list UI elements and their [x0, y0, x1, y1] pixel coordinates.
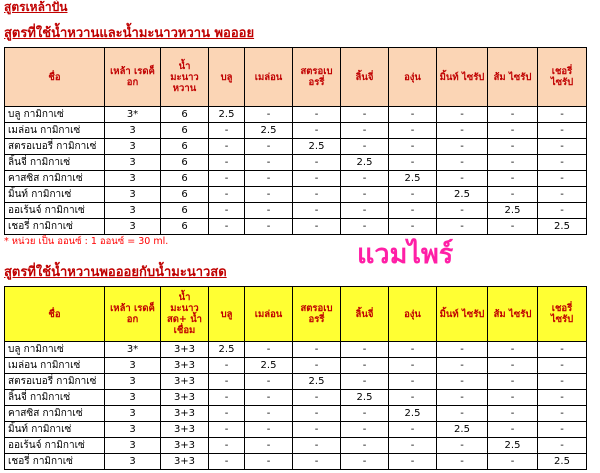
table-cell: - — [538, 155, 587, 171]
recipe-name-cell: สตรอเบอรี่ กามิกาเซ่ — [5, 139, 105, 155]
table2-header-row — [5, 287, 587, 342]
table-cell: - — [245, 390, 293, 406]
table2-header-cell: ส้ม ไซรัป — [488, 287, 538, 342]
recipe-table-2 — [4, 286, 587, 470]
table-cell: - — [293, 454, 341, 470]
table-cell: - — [538, 139, 587, 155]
table-cell: - — [538, 422, 587, 438]
table-row — [5, 358, 587, 374]
table-cell: - — [245, 422, 293, 438]
recipe-name-cell: คาสซิส กามิกาเซ่ — [5, 406, 105, 422]
recipe-name-cell: มิ้นท์ กามิกาเซ่ — [5, 422, 105, 438]
table-cell: 2.5 — [488, 203, 538, 219]
table-cell: - — [209, 390, 245, 406]
table-cell: - — [389, 422, 437, 438]
table-cell: 2.5 — [389, 171, 437, 187]
table-cell: - — [245, 107, 293, 123]
table-row — [5, 155, 587, 171]
table2-header-cell: ลิ้นจี่ — [341, 287, 389, 342]
table-cell: - — [488, 139, 538, 155]
table-cell: - — [488, 123, 538, 139]
table-cell: - — [389, 342, 437, 358]
table-cell: - — [245, 219, 293, 235]
table-cell: - — [245, 438, 293, 454]
table-cell: - — [389, 187, 437, 203]
table-cell: 6 — [161, 107, 209, 123]
table-cell: 6 — [161, 139, 209, 155]
table-cell: - — [245, 342, 293, 358]
table2-body — [5, 342, 587, 470]
table-cell: 2.5 — [245, 123, 293, 139]
table2-header-cell: บลู — [209, 287, 245, 342]
table-cell: - — [293, 171, 341, 187]
table-cell: 2.5 — [209, 107, 245, 123]
table-cell: - — [341, 107, 389, 123]
table-cell: - — [245, 171, 293, 187]
table-cell: - — [437, 390, 488, 406]
table-cell: - — [538, 438, 587, 454]
recipe-name-cell: ลิ้นจี่ กามิกาเซ่ — [5, 390, 105, 406]
table-row — [5, 406, 587, 422]
table-cell: - — [437, 219, 488, 235]
table-cell: 3 — [105, 123, 161, 139]
table1-body — [5, 107, 587, 235]
table-cell: - — [389, 438, 437, 454]
recipe-name-cell: มิ้นท์ กามิกาเซ่ — [5, 187, 105, 203]
table2-header-cell: ชื่อ — [5, 287, 105, 342]
footnote: * หน่วย เป็น ออนซ์ : 1 ออนซ์ = 30 ml. — [4, 236, 169, 247]
table1-header-cell: องุ่น — [389, 48, 437, 107]
table-cell: - — [389, 358, 437, 374]
table-cell: - — [488, 155, 538, 171]
table-cell: - — [209, 187, 245, 203]
table-cell: 3 — [105, 358, 161, 374]
table-cell: 3+3 — [161, 454, 209, 470]
table-cell: 3+3 — [161, 374, 209, 390]
table-cell: 6 — [161, 187, 209, 203]
table-cell: 3 — [105, 155, 161, 171]
table2-header-cell: เมล่อน — [245, 287, 293, 342]
table1-header-cell: เชอรี่ ไซรัป — [538, 48, 587, 107]
table-row — [5, 422, 587, 438]
table-row — [5, 438, 587, 454]
table-cell: - — [245, 155, 293, 171]
table-cell: - — [209, 358, 245, 374]
table-cell: 2.5 — [538, 454, 587, 470]
table-cell: - — [341, 438, 389, 454]
table-cell: 2.5 — [293, 139, 341, 155]
table-row — [5, 187, 587, 203]
table-cell: - — [209, 139, 245, 155]
table-cell: - — [437, 107, 488, 123]
table-cell: - — [389, 219, 437, 235]
table-cell: - — [488, 171, 538, 187]
table-cell: - — [209, 171, 245, 187]
table1-header-cell: บลู — [209, 48, 245, 107]
table-cell: - — [341, 203, 389, 219]
table-cell: - — [341, 374, 389, 390]
table-row — [5, 203, 587, 219]
table-cell: - — [293, 123, 341, 139]
table-cell: - — [488, 454, 538, 470]
recipe-name-cell: บลู กามิกาเซ่ — [5, 342, 105, 358]
table-cell: - — [293, 390, 341, 406]
table-cell: - — [341, 342, 389, 358]
table-cell: - — [437, 139, 488, 155]
table-cell: - — [538, 107, 587, 123]
table1-header-row — [5, 48, 587, 107]
table-cell: 3+3 — [161, 422, 209, 438]
table-cell: - — [293, 187, 341, 203]
table-cell: - — [293, 203, 341, 219]
table-cell: - — [209, 454, 245, 470]
table-cell: - — [437, 374, 488, 390]
table-cell: - — [538, 123, 587, 139]
table2-header-cell: น้ำ มะนาว สด+ น้ำเชื่อม — [161, 287, 209, 342]
table-cell: 3 — [105, 187, 161, 203]
table-cell: - — [437, 406, 488, 422]
table-cell: - — [209, 155, 245, 171]
recipe-name-cell: เมล่อน กามิกาเซ่ — [5, 358, 105, 374]
table-cell: - — [437, 438, 488, 454]
table-cell: - — [389, 374, 437, 390]
table1-header-cell: น้ำ มะนาว หวาน — [161, 48, 209, 107]
table-cell: - — [293, 342, 341, 358]
table1-header-cell: ลิ้นจี่ — [341, 48, 389, 107]
table-cell: - — [488, 107, 538, 123]
recipe-name-cell: คาสซิส กามิกาเซ่ — [5, 171, 105, 187]
table-cell: - — [389, 123, 437, 139]
table-cell: - — [293, 219, 341, 235]
table-cell: - — [341, 139, 389, 155]
table-cell: - — [341, 454, 389, 470]
table-row — [5, 390, 587, 406]
table-cell: 3+3 — [161, 342, 209, 358]
recipe-table-1 — [4, 47, 587, 235]
table-cell: - — [209, 123, 245, 139]
table-cell: - — [245, 139, 293, 155]
table-cell: - — [538, 358, 587, 374]
recipe-name-cell: ออเร้นจ์ กามิกาเซ่ — [5, 203, 105, 219]
table-row — [5, 342, 587, 358]
table-cell: - — [538, 187, 587, 203]
table-cell: - — [538, 374, 587, 390]
table-row — [5, 374, 587, 390]
table1-header-cell: สตรอเบ อรรี่ — [293, 48, 341, 107]
table-cell: 3 — [105, 438, 161, 454]
table-cell: 3* — [105, 107, 161, 123]
table-cell: 3 — [105, 203, 161, 219]
section2-title: สูตรที่ใช้น้ำหวานพอออยกับน้ำมะนาวสด — [4, 265, 227, 280]
table-cell: - — [538, 390, 587, 406]
table-cell: - — [437, 203, 488, 219]
table-cell: 2.5 — [538, 219, 587, 235]
table-cell: - — [389, 203, 437, 219]
section1-title: สูตรที่ใช้น้ำหวานและน้ำมะนาวหวาน พอออย — [4, 26, 255, 41]
table-cell: 3 — [105, 139, 161, 155]
table-cell: - — [293, 438, 341, 454]
recipe-name-cell: บลู กามิกาเซ่ — [5, 107, 105, 123]
recipe-name-cell: ลิ้นจี่ กามิกาเซ่ — [5, 155, 105, 171]
table-cell: 2.5 — [437, 187, 488, 203]
table-row — [5, 123, 587, 139]
table-cell: 2.5 — [293, 374, 341, 390]
table-cell: - — [293, 107, 341, 123]
table-row — [5, 107, 587, 123]
table-cell: 3 — [105, 422, 161, 438]
page-title: สูตรเหล้าปั่น — [4, 0, 68, 14]
table-cell: 2.5 — [245, 358, 293, 374]
table2-header-cell: องุ่น — [389, 287, 437, 342]
table-cell: - — [341, 187, 389, 203]
table-cell: - — [341, 123, 389, 139]
table-cell: - — [488, 422, 538, 438]
table-cell: 3 — [105, 390, 161, 406]
table-cell: - — [341, 422, 389, 438]
table-cell: - — [437, 358, 488, 374]
table-cell: - — [538, 406, 587, 422]
table-cell: - — [389, 390, 437, 406]
table-cell: 3+3 — [161, 438, 209, 454]
table-cell: 2.5 — [389, 406, 437, 422]
table-cell: 2.5 — [209, 342, 245, 358]
table-row — [5, 454, 587, 470]
table-cell: - — [389, 454, 437, 470]
table-cell: - — [437, 155, 488, 171]
table1-header-cell: ส้ม ไซรัป — [488, 48, 538, 107]
table-cell: - — [488, 342, 538, 358]
table-cell: - — [538, 342, 587, 358]
table1-header-cell: มิ้นท์ ไซรัป — [437, 48, 488, 107]
table-cell: 6 — [161, 203, 209, 219]
table-cell: - — [245, 454, 293, 470]
table-cell: - — [245, 187, 293, 203]
table-cell: 6 — [161, 123, 209, 139]
table-cell: - — [209, 203, 245, 219]
table-cell: - — [341, 406, 389, 422]
table-cell: 2.5 — [488, 438, 538, 454]
table-row — [5, 139, 587, 155]
recipe-name-cell: เชอรี่ กามิกาเซ่ — [5, 219, 105, 235]
table-cell: 2.5 — [341, 155, 389, 171]
table-cell: - — [437, 454, 488, 470]
table-cell: 3+3 — [161, 358, 209, 374]
table-cell: 3 — [105, 406, 161, 422]
table-cell: - — [538, 171, 587, 187]
table-cell: - — [488, 219, 538, 235]
table-row — [5, 171, 587, 187]
table-cell: - — [341, 219, 389, 235]
table-cell: - — [538, 203, 587, 219]
table-cell: 3+3 — [161, 406, 209, 422]
table-cell: - — [389, 107, 437, 123]
table-cell: - — [293, 358, 341, 374]
table-cell: - — [341, 358, 389, 374]
table-cell: - — [488, 358, 538, 374]
table2-header-cell: มิ้นท์ ไซรัป — [437, 287, 488, 342]
table-cell: 2.5 — [437, 422, 488, 438]
table-cell: 6 — [161, 219, 209, 235]
table-cell: 3+3 — [161, 390, 209, 406]
table-cell: - — [293, 422, 341, 438]
table-cell: - — [245, 406, 293, 422]
table-cell: - — [389, 139, 437, 155]
table-cell: 6 — [161, 171, 209, 187]
table-cell: - — [209, 219, 245, 235]
table-cell: 2.5 — [341, 390, 389, 406]
recipe-name-cell: ออเร้นจ์ กามิกาเซ่ — [5, 438, 105, 454]
table-cell: - — [488, 187, 538, 203]
table-cell: - — [209, 422, 245, 438]
recipe-name-cell: เมล่อน กามิกาเซ่ — [5, 123, 105, 139]
table-cell: - — [293, 406, 341, 422]
table2-header-cell: เหล้า เรดค็อก — [105, 287, 161, 342]
recipe-name-cell: สตรอเบอรี่ กามิกาเซ่ — [5, 374, 105, 390]
table-cell: 3* — [105, 342, 161, 358]
table-cell: - — [437, 171, 488, 187]
table-cell: - — [245, 374, 293, 390]
table-cell: - — [245, 203, 293, 219]
table-cell: - — [437, 342, 488, 358]
recipe-name-cell: เชอรี่ กามิกาเซ่ — [5, 454, 105, 470]
table-cell: - — [293, 155, 341, 171]
table-cell: - — [488, 374, 538, 390]
table-cell: - — [488, 406, 538, 422]
table-cell: - — [209, 406, 245, 422]
table-cell: - — [437, 123, 488, 139]
table1-header-cell: ชื่อ — [5, 48, 105, 107]
table-cell: - — [341, 171, 389, 187]
table-cell: 3 — [105, 374, 161, 390]
table-cell: 3 — [105, 171, 161, 187]
table1-header-cell: เหล้า เรดค็อก — [105, 48, 161, 107]
table2-header-cell: สตรอเบ อรรี่ — [293, 287, 341, 342]
table-cell: - — [389, 155, 437, 171]
table-cell: - — [488, 390, 538, 406]
table-cell: 3 — [105, 219, 161, 235]
table-cell: 6 — [161, 155, 209, 171]
table1-header-cell: เมล่อน — [245, 48, 293, 107]
table-cell: 3 — [105, 454, 161, 470]
table2-header-cell: เชอรี่ ไซรัป — [538, 287, 587, 342]
watermark-text: แวมไพร์ — [357, 239, 454, 270]
table-row — [5, 219, 587, 235]
table-cell: - — [209, 438, 245, 454]
table-cell: - — [209, 374, 245, 390]
